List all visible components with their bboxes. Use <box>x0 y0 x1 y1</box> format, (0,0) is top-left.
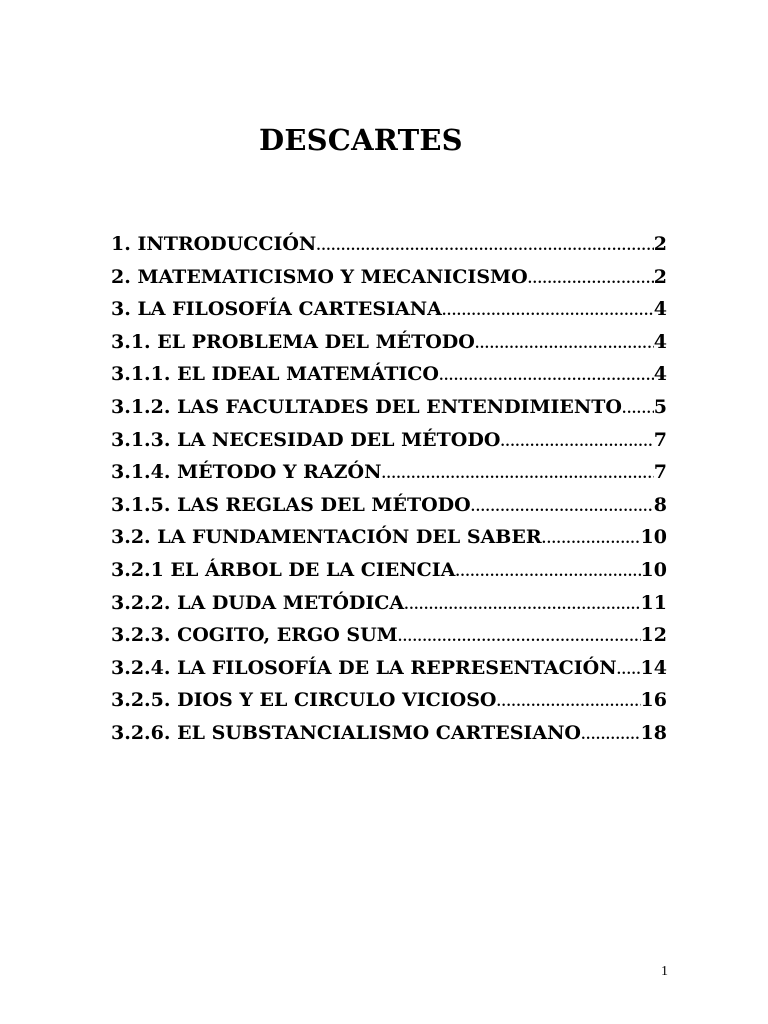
toc-entry[interactable] <box>111 429 667 462</box>
toc-entry-page: 7 <box>653 428 667 451</box>
dot-leader <box>617 657 641 679</box>
toc-entry-title: 1. INTRODUCCIÓN <box>111 233 317 255</box>
toc-entry-page: 4 <box>653 363 667 386</box>
toc-entry[interactable] <box>111 363 667 396</box>
toc-entry[interactable] <box>111 526 667 559</box>
dot-leader <box>381 461 653 483</box>
dot-leader <box>622 396 654 418</box>
toc-entry-page: 14 <box>640 656 667 679</box>
toc-entry-title: 3.2.6. EL SUBSTANCIALISMO CARTESIANO <box>111 721 581 744</box>
toc-entry-title: 3.2.1 EL ÁRBOL DE LA CIENCIA <box>111 558 456 581</box>
toc-entry[interactable] <box>111 592 667 625</box>
dot-leader <box>439 363 654 385</box>
toc-entry[interactable] <box>111 461 667 494</box>
toc-entry-page: 10 <box>640 526 667 549</box>
dot-leader <box>542 526 641 548</box>
toc-entry[interactable] <box>111 689 667 722</box>
toc-entry[interactable] <box>111 722 667 755</box>
toc-entry-page: 4 <box>653 298 667 321</box>
toc-entry-title: 3.1.1. EL IDEAL MATEMÁTICO <box>111 363 439 386</box>
toc-entry-title: 3.2.2. LA DUDA METÓDICA <box>111 591 405 614</box>
page-number: 1 <box>661 964 668 979</box>
toc-entry[interactable] <box>111 624 667 657</box>
toc-entry-title: 3.2. LA FUNDAMENTACIÓN DEL SABER <box>111 526 542 549</box>
toc-entry-title: 3.1.3. LA NECESIDAD DEL MÉTODO <box>111 428 501 451</box>
toc-entry[interactable] <box>111 494 667 527</box>
page-title: DESCARTES <box>259 123 463 158</box>
toc-entry-title: 3.2.3. COGITO, ERGO SUM <box>111 624 398 647</box>
toc-entry-page: 12 <box>640 624 667 647</box>
toc-entry-title: 3. LA FILOSOFÍA CARTESIANA <box>111 298 442 321</box>
dot-leader <box>442 298 654 320</box>
toc-entry-page: 5 <box>653 395 667 418</box>
dot-leader <box>398 624 641 646</box>
toc-entry-title: 3.1.5. LAS REGLAS DEL MÉTODO <box>111 493 471 516</box>
toc-entry[interactable] <box>111 657 667 690</box>
dot-leader <box>404 592 640 614</box>
dot-leader <box>455 559 640 581</box>
dot-leader <box>500 429 653 451</box>
toc-entry-title: 3.1.2. LAS FACULTADES DEL ENTENDIMIENTO <box>111 395 622 418</box>
toc-entry-page: 8 <box>653 493 667 516</box>
toc-entry-page: 7 <box>653 461 667 484</box>
toc-entry[interactable] <box>111 559 667 592</box>
toc-entry[interactable] <box>111 266 667 299</box>
toc-entry-title: 2. MATEMATICISMO Y MECANICISMO <box>111 265 528 288</box>
dot-leader <box>316 233 653 255</box>
toc-entry-page: 16 <box>640 689 667 712</box>
dot-leader <box>528 266 654 288</box>
dot-leader <box>581 722 641 744</box>
toc-entry[interactable] <box>111 331 667 364</box>
toc-entry-page: 18 <box>640 721 667 744</box>
toc-entry-page: 2 <box>653 265 667 288</box>
dot-leader <box>471 494 654 516</box>
toc-entry[interactable] <box>111 233 667 266</box>
toc-entry-title: 3.2.5. DIOS Y EL CIRCULO VICIOSO <box>111 689 497 712</box>
table-of-contents <box>111 233 667 755</box>
toc-entry-page: 4 <box>653 330 667 353</box>
toc-entry[interactable] <box>111 298 667 331</box>
toc-entry-page: 10 <box>640 558 667 581</box>
toc-entry-title: 3.1.4. MÉTODO Y RAZÓN <box>111 461 382 484</box>
toc-entry-title: 3.1. EL PROBLEMA DEL MÉTODO <box>111 330 475 353</box>
dot-leader <box>475 331 654 353</box>
toc-entry-page: 11 <box>640 591 667 614</box>
toc-entry-page: 2 <box>653 233 667 255</box>
toc-entry[interactable] <box>111 396 667 429</box>
toc-entry-title: 3.2.4. LA FILOSOFÍA DE LA REPRESENTACIÓN <box>111 656 617 679</box>
dot-leader <box>496 689 640 711</box>
